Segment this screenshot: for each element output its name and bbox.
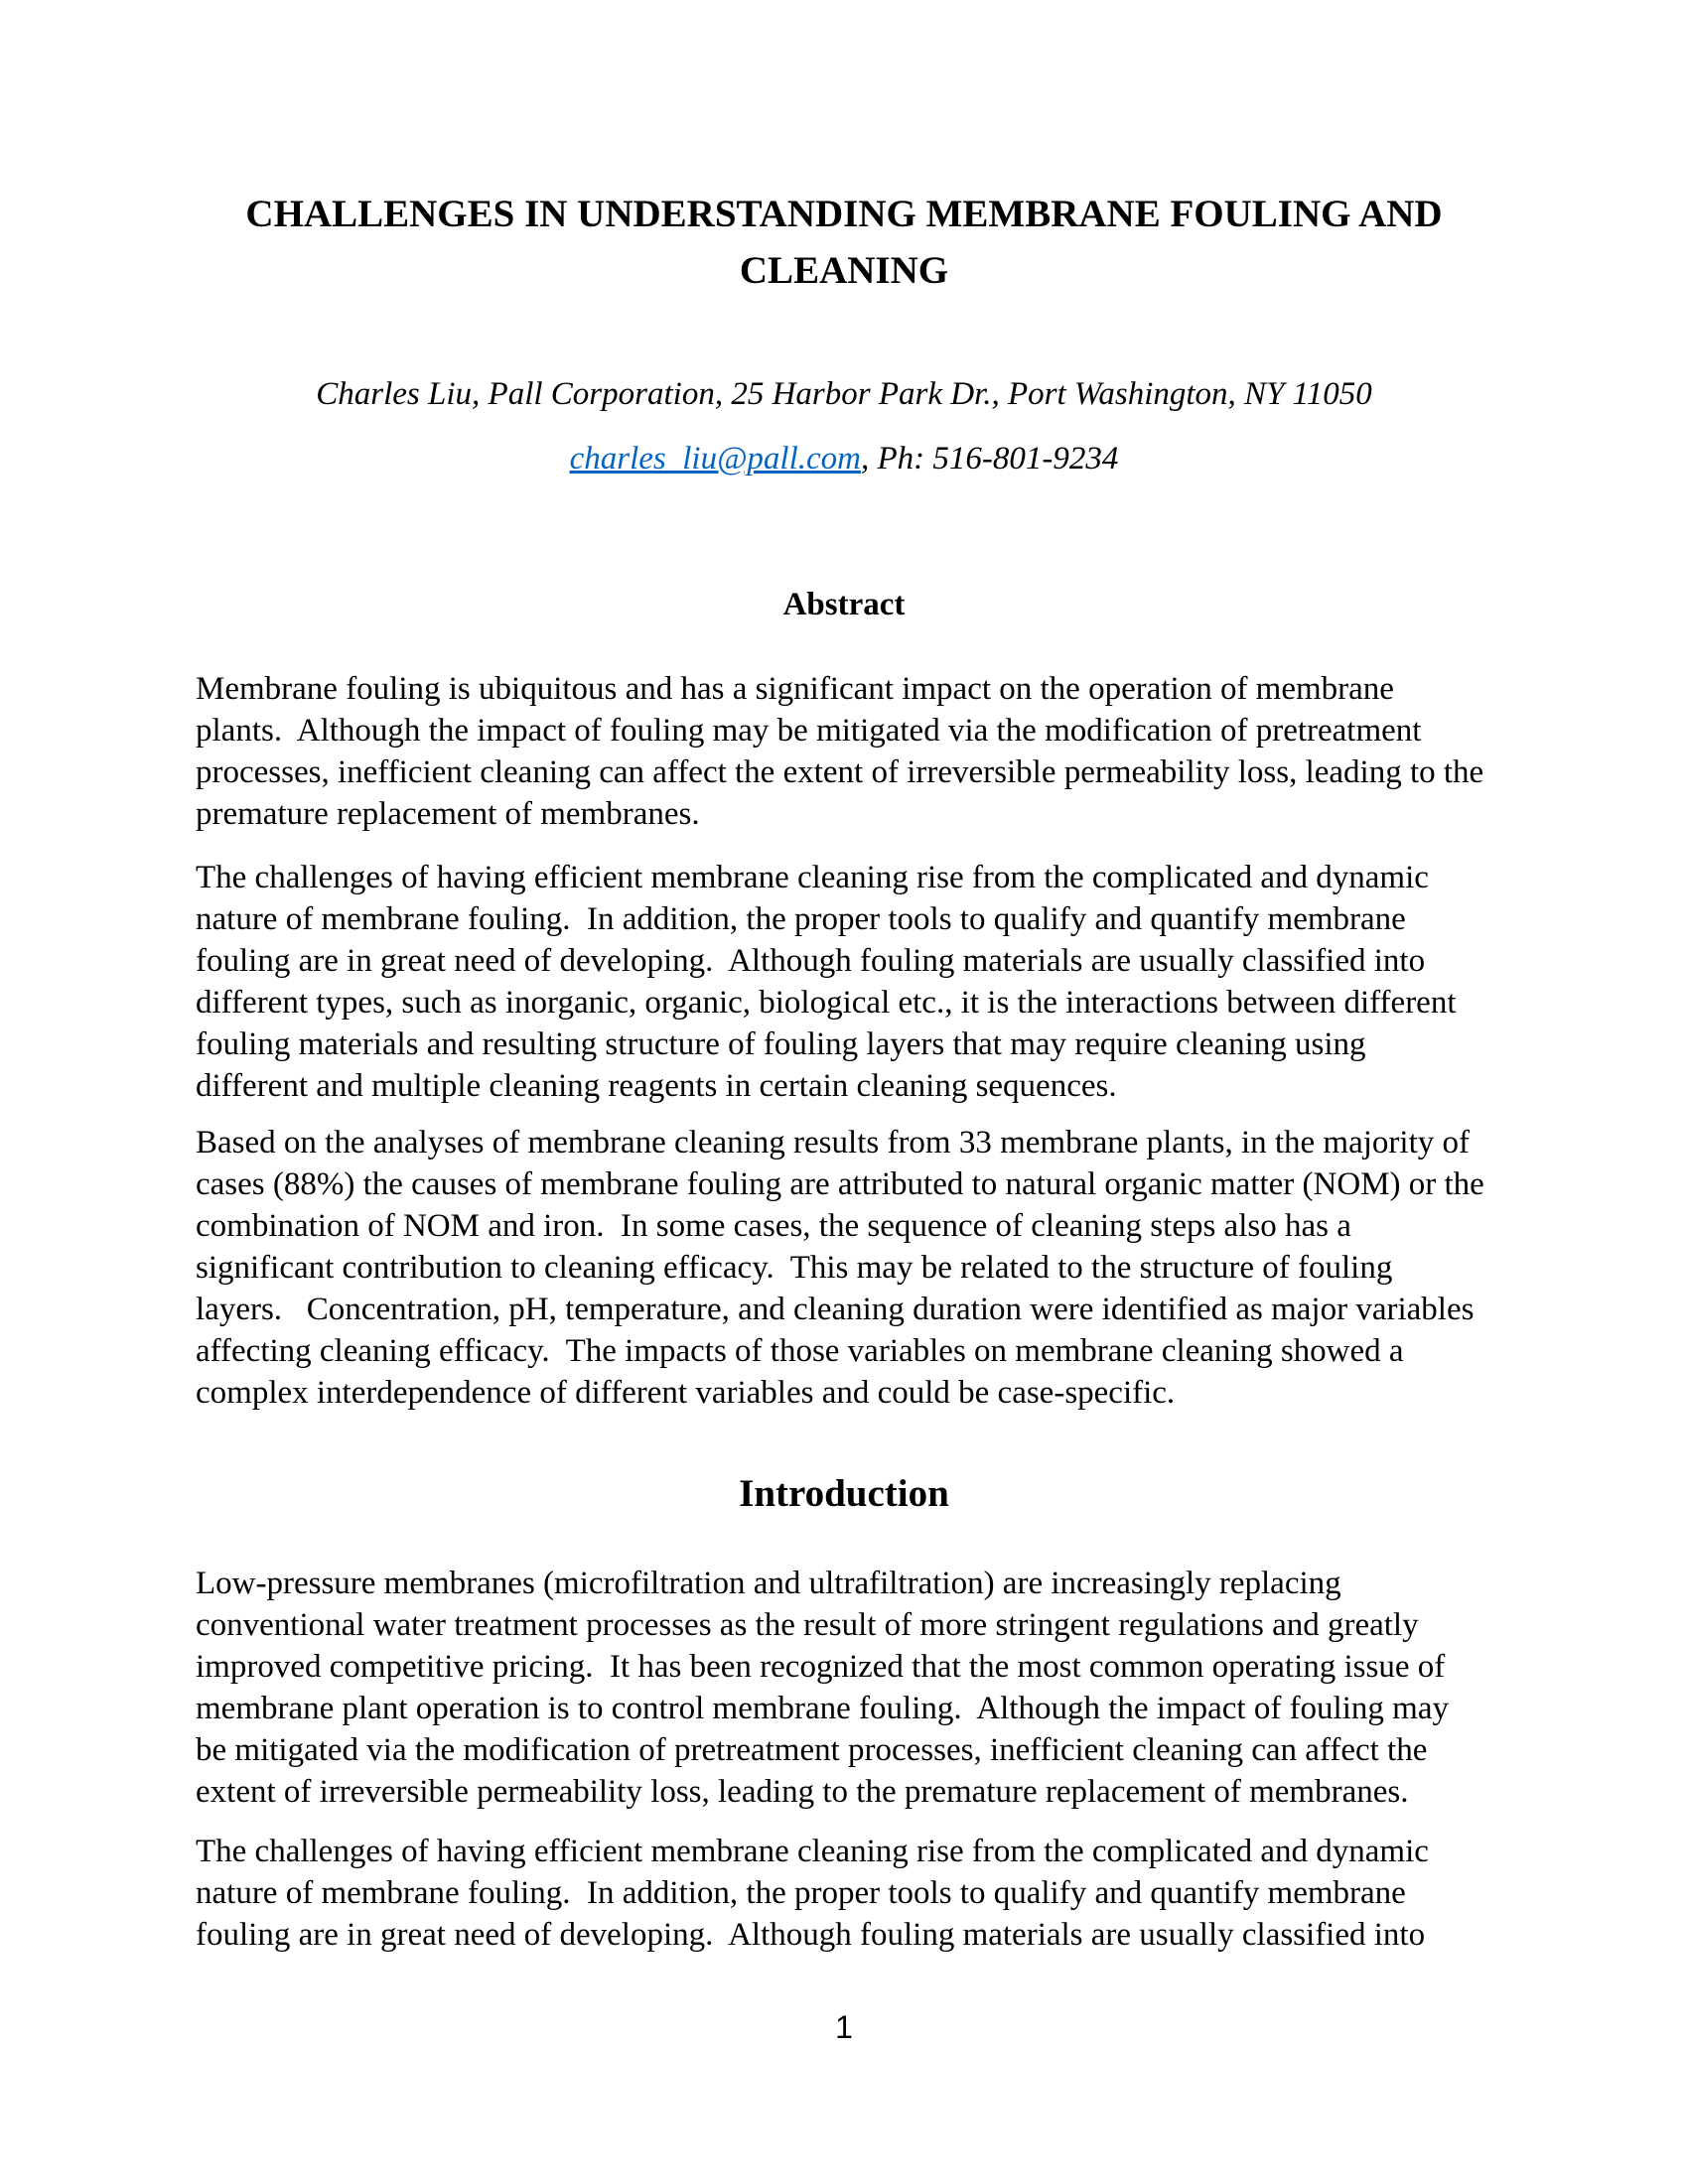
phone-text: , Ph: 516-801-9234 — [861, 441, 1119, 477]
abstract-paragraph-1: Membrane fouling is ubiquitous and has a significant impact on the operation of membrane plants. Although the impact of fouling may be mitigated via the modification of pretreatment processes, inefficient cleaning can affect the extent of irreversible permeability loss, leading to the premature replacement of membranes. — [196, 671, 1492, 832]
abstract-paragraph-3: Based on the analyses of membrane cleaning results from 33 membrane plants, in the majority of cases (88%) the causes of membrane fouling are attributed to natural organic matter (NOM) or the combination of NOM and iron. In some cases, the sequence of cleaning steps also has a significant contribution to cleaning efficacy. This may be related to the structure of fouling layers. Concentration, pH, temperature, and cleaning duration were identified as major variables affecting cleaning efficacy. The impacts of those variables on membrane cleaning showed a complex interdependence of different variables and could be case-specific. — [196, 1125, 1493, 1411]
section-heading-abstract: Abstract — [782, 587, 906, 622]
contact-line — [196, 438, 1492, 479]
introduction-paragraph-2: The challenges of having efficient membrane cleaning rise from the complicated and dynamic nature of membrane fouling. In addition, the proper tools to qualify and quantify membrane fouling are in great need of developing. Although fouling materials are usually classified into — [196, 1834, 1438, 1953]
page-number: 1 — [835, 2009, 853, 2045]
author-affiliation: Charles Liu, Pall Corporation, 25 Harbor Park Dr., Port Washington, NY 11050 — [316, 376, 1372, 412]
paper-title: CHALLENGES IN UNDERSTANDING MEMBRANE FOULING AND CLEANING — [245, 193, 1443, 292]
email-link[interactable]: charles_liu@pall.com — [569, 441, 862, 477]
section-heading-introduction: Introduction — [739, 1472, 949, 1515]
introduction-paragraph-1: Low-pressure membranes (microfiltration and ultrafiltration) are increasingly replacing conventional water treatment processes as the result of more stringent regulations and greatly improved competitive pricing. It has been recognized that the most common operating issue of membrane plant operation is to control membrane fouling. Although the impact of fouling may be mitigated via the modification of pretreatment processes, inefficient cleaning can affect the extent of irreversible permeability loss, leading to the premature replacement of membranes. — [196, 1566, 1458, 1810]
abstract-paragraph-2: The challenges of having efficient membrane cleaning rise from the complicated and dynamic nature of membrane fouling. In addition, the proper tools to qualify and quantify membrane fouling are in great need of developing. Although fouling materials are usually classified into different types, such as inorganic, organic, biological etc., it is the interactions between different fouling materials and resulting structure of fouling layers that may require cleaning using different and multiple cleaning reagents in certain cleaning sequences. — [196, 860, 1465, 1104]
